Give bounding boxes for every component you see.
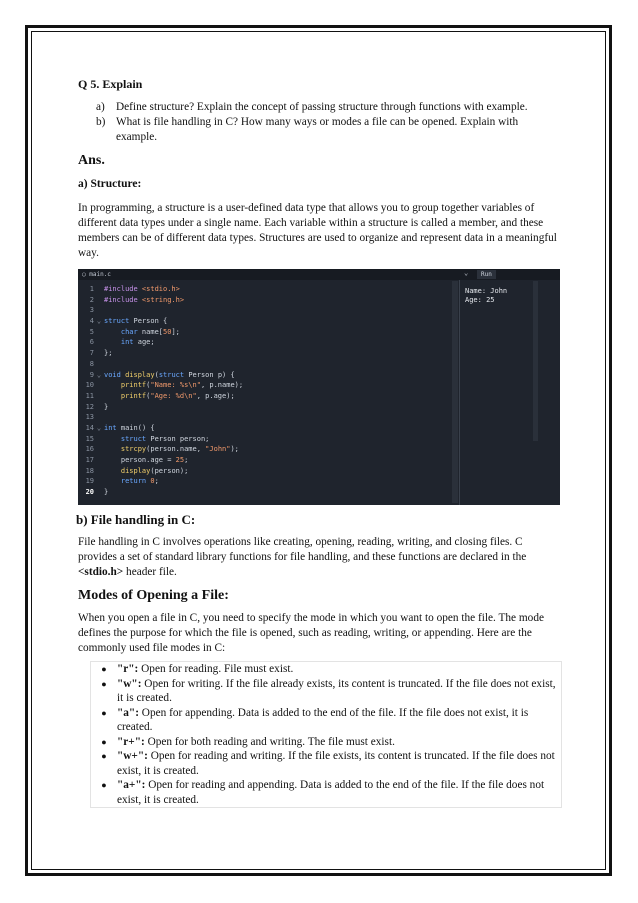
mode-description: Open for writing. If the file already exists, its content is truncated. If the file does not exist, it is created. <box>117 677 556 704</box>
mode-text <box>117 778 561 807</box>
code-line[interactable] <box>78 295 450 306</box>
bullet-icon: ● <box>101 736 107 747</box>
bullet-icon: ● <box>101 780 107 790</box>
code-area[interactable] <box>78 284 450 498</box>
code-line[interactable] <box>78 337 450 348</box>
mode-list-item <box>91 706 561 735</box>
code-line[interactable] <box>78 423 450 434</box>
modes-list-box <box>90 661 562 808</box>
mode-key: "r+": <box>117 735 145 748</box>
fold-gutter <box>94 337 104 348</box>
line-number: 9 <box>89 370 94 379</box>
mode-text <box>117 677 561 706</box>
mode-list-item <box>91 677 561 706</box>
line-number: 20 <box>85 488 94 497</box>
code-text: person.age = 25; <box>104 456 189 464</box>
file-paragraph-text-end: header file. <box>123 566 177 578</box>
line-number: 5 <box>89 327 94 336</box>
bullet-icon: ● <box>101 707 107 718</box>
question-list <box>96 100 562 145</box>
code-text: #include <string.h> <box>104 295 185 304</box>
code-line[interactable] <box>78 348 450 359</box>
modes-paragraph: When you open a file in C, you need to specify the mode in which you want to open the file. The mode defines the purpose for which the file is opened, such as reading, writing, or appending. Here are the commonly used file modes in C: <box>78 612 544 654</box>
mode-text <box>117 735 561 750</box>
output-line: Name: John <box>465 287 508 295</box>
question-item <box>96 100 562 115</box>
bullet-icon: ● <box>101 678 107 689</box>
fold-gutter <box>94 284 104 295</box>
code-line[interactable] <box>78 412 450 423</box>
pane-divider[interactable] <box>459 280 460 505</box>
mode-list-item <box>91 662 561 677</box>
document-body-continued <box>78 509 562 664</box>
code-text: display(person); <box>120 466 189 475</box>
mode-list-item <box>91 735 561 750</box>
output-panel <box>465 287 507 305</box>
code-text: } <box>104 488 109 497</box>
code-text: int main() { <box>104 423 155 432</box>
stdio-header-text: <stdio.h> <box>78 566 124 578</box>
code-line[interactable] <box>78 370 450 381</box>
question-marker: b) <box>96 116 106 128</box>
fold-gutter <box>94 295 104 306</box>
fold-chevron-icon[interactable]: ⌄ <box>96 423 102 432</box>
code-line[interactable] <box>78 402 450 413</box>
line-number: 19 <box>85 477 94 486</box>
code-line[interactable] <box>78 327 450 338</box>
fold-gutter <box>94 359 104 370</box>
code-line[interactable] <box>78 359 450 370</box>
fold-gutter <box>94 487 104 498</box>
code-line[interactable] <box>78 476 450 487</box>
editor-tab-bar <box>78 269 560 280</box>
line-number: 11 <box>85 391 94 400</box>
mode-key: "r": <box>117 663 139 675</box>
line-number: 16 <box>85 445 94 454</box>
mode-key: "w+": <box>117 750 148 762</box>
fold-chevron-icon[interactable]: ⌄ <box>96 317 102 326</box>
code-line[interactable] <box>78 434 450 445</box>
code-line[interactable] <box>78 284 450 295</box>
bullet-icon: ● <box>101 664 107 674</box>
output-scrollbar[interactable] <box>533 281 538 441</box>
line-number: 7 <box>89 349 94 358</box>
question-marker: a) <box>96 101 105 113</box>
fold-gutter <box>94 380 104 391</box>
file-tab[interactable]: ◯ main.c <box>82 271 111 278</box>
code-text: int age; <box>120 338 155 347</box>
fold-gutter <box>94 305 104 316</box>
code-line[interactable] <box>78 466 450 477</box>
line-number: 4 <box>89 317 94 326</box>
fold-gutter <box>94 327 104 338</box>
run-button[interactable]: Run <box>477 270 496 279</box>
line-number: 12 <box>85 402 94 411</box>
line-number: 2 <box>89 295 94 304</box>
chevron-down-icon[interactable]: ⌄ <box>464 269 469 277</box>
code-line[interactable] <box>78 444 450 455</box>
file-handling-paragraph <box>78 535 562 580</box>
code-line[interactable] <box>78 305 450 316</box>
fold-gutter <box>94 412 104 423</box>
fold-gutter <box>94 402 104 413</box>
code-text: char name[50]; <box>120 327 180 336</box>
code-text: printf("Age: %d\n", p.age); <box>120 391 235 400</box>
fold-gutter <box>94 348 104 359</box>
document-body <box>78 77 562 269</box>
fold-chevron-icon[interactable]: ⌄ <box>96 370 102 379</box>
fold-gutter <box>94 434 104 445</box>
fold-gutter <box>94 466 104 477</box>
mode-list-item <box>91 749 561 778</box>
mode-text <box>117 662 561 677</box>
fold-gutter <box>94 455 104 466</box>
mode-description: Open for both reading and writing. The file must exist. <box>144 735 395 748</box>
file-tab-label: main.c <box>89 271 111 278</box>
mode-list-item <box>91 778 561 807</box>
output-line: Age: 25 <box>465 296 495 304</box>
code-line[interactable] <box>78 391 450 402</box>
mode-description: Open for reading and appending. Data is added to the end of the file. If the file does not exist, it is created. <box>117 779 545 806</box>
line-number: 13 <box>85 413 94 422</box>
structure-paragraph: In programming, a structure is a user-defined data type that allows you to group together variables of different data types under a single name. Each variable within a structure is called a member, and these members can be of different data types. Structures are used to organize and represent data in a meaningful way. <box>78 202 557 259</box>
code-line[interactable] <box>78 455 450 466</box>
mode-description: Open for appending. Data is added to the end of the file. If the file does not exist, it is created. <box>117 706 529 733</box>
bullet-icon: ● <box>101 751 107 761</box>
code-text: return 0; <box>120 477 159 486</box>
mode-text <box>117 749 561 778</box>
mode-key: "a": <box>117 706 139 719</box>
code-editor-screenshot <box>78 269 560 505</box>
code-text: } <box>104 402 109 411</box>
modes-list <box>91 662 561 807</box>
code-text: struct Person { <box>104 317 168 326</box>
code-text: struct Person person; <box>120 434 210 443</box>
line-number: 1 <box>89 285 94 293</box>
mode-key: "w": <box>117 677 142 690</box>
question-text: Define structure? Explain the concept of passing structure through functions with example. <box>116 101 528 113</box>
fold-gutter <box>94 391 104 402</box>
fold-gutter <box>94 476 104 487</box>
question-item <box>96 115 562 145</box>
line-number: 17 <box>85 456 94 464</box>
mode-text <box>117 706 561 735</box>
mode-description: Open for reading. File must exist. <box>138 663 294 675</box>
code-text: strcpy(person.name, "John"); <box>120 445 239 454</box>
code-line[interactable] <box>78 487 450 498</box>
mode-key: "a+": <box>117 779 146 791</box>
code-text: }; <box>104 349 113 358</box>
fold-gutter <box>94 444 104 455</box>
modes-heading: Modes of Opening a File: <box>78 588 229 603</box>
mode-description: Open for reading and writing. If the file exists, its content is truncated. If the file does not exist, it is created. <box>117 750 555 777</box>
answer-heading: Ans. <box>78 153 105 168</box>
code-text: printf("Name: %s\n", p.name); <box>120 381 244 390</box>
question-text: What is file handling in C? How many ways or modes a file can be opened. Explain with example. <box>116 116 519 143</box>
line-number: 18 <box>85 466 94 475</box>
code-text: #include <stdio.h> <box>104 285 180 293</box>
structure-heading: a) Structure: <box>78 178 142 190</box>
line-number: 14 <box>85 423 94 432</box>
question-title: Q 5. Explain <box>78 77 143 91</box>
line-number: 15 <box>85 434 94 443</box>
code-scrollbar[interactable] <box>452 281 458 503</box>
code-text: void display(struct Person p) { <box>104 370 235 379</box>
line-number: 6 <box>89 338 94 347</box>
code-line[interactable] <box>78 380 450 391</box>
file-paragraph-text: File handling in C involves operations like creating, opening, reading, writing, and closing files. C provides a set of standard library functions for file handling, and these functions are declared in the <box>78 536 527 563</box>
line-number: 8 <box>89 359 94 368</box>
line-number: 3 <box>89 306 94 315</box>
code-line[interactable] <box>78 316 450 327</box>
line-number: 10 <box>85 381 94 390</box>
file-handling-heading: b) File handling in C: <box>76 512 196 527</box>
